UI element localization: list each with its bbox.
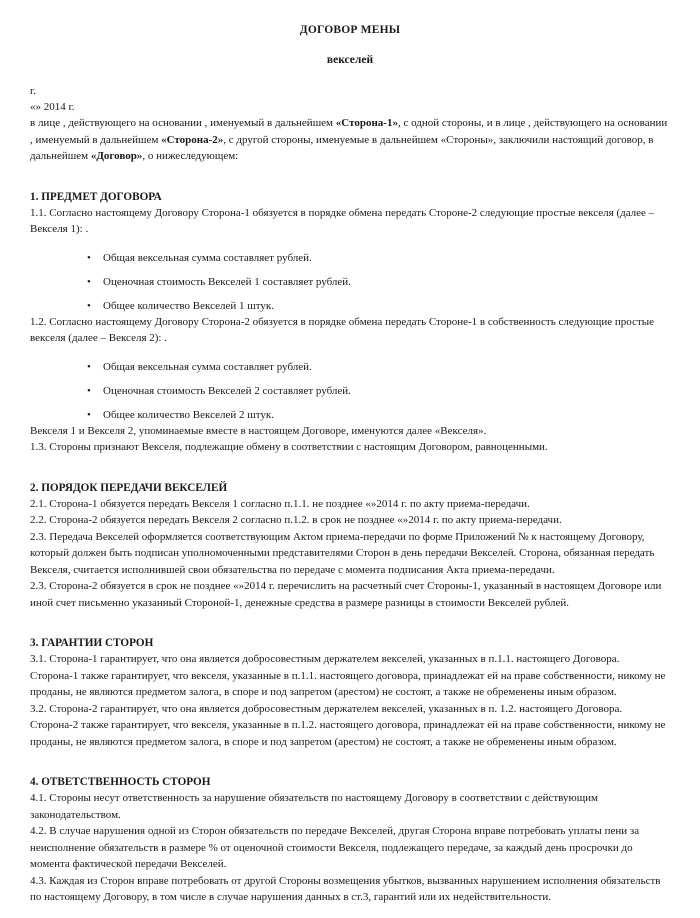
preamble-paragraph (30, 115, 670, 165)
list-item (30, 407, 670, 423)
party-1-label: «Сторона-1» (335, 117, 398, 130)
list-item (30, 359, 670, 375)
bullet-icon: • (87, 251, 91, 264)
bullet-icon: • (87, 360, 91, 373)
bullet-icon: • (87, 384, 91, 397)
date-line: «» 2014 г. (30, 101, 75, 114)
clause-4-2: 4.2. В случае нарушения одной из Сторон обязательств по передаче Векселей, другая Сторона вправе потребовать уплаты пени за неисполнение обязательств в размере % от оценочной стоимости Векселя, подлежащего передаче, за каждый день просрочки до момента фактической передачи Векселей. (30, 825, 640, 871)
section-heading-3: 3. ГАРАНТИИ СТОРОН (30, 637, 154, 650)
clause-1-2: 1.2. Согласно настоящему Договору Сторона-2 обязуется в порядке обмена передать Стороне-1 в собственность следующие простые векселя (далее – Векселя 2): . (30, 315, 655, 345)
bullet-list-vekselya-1 (30, 250, 670, 314)
clause-4-1: 4.1. Стороны несут ответственность за нарушение обязательств по настоящему Договору в соответствии с действующим законодательством. (30, 792, 599, 821)
clause-1-3: 1.3. Стороны признают Векселя, подлежащие обмену в соответствии с настоящим Договором, равноценными. (30, 441, 548, 454)
bullet-icon: • (87, 299, 91, 312)
bullet-icon: • (87, 408, 91, 421)
list-item (30, 383, 670, 399)
preamble-part-1: в лице , действующего на основании , именуемый в дальнейшем (30, 117, 336, 130)
list-item-label: Общее количество Векселей 1 штук. (103, 299, 274, 312)
clause-2-3-b: 2.3. Сторона-2 обязуется в срок не позднее «»2014 г. перечислить на расчетный счет Стороны-1, указанный в настоящем Договоре или иной счет письменно указанный Стороной-1, денежные средства в размере разницы в стоимости Векселей рублей. (30, 580, 662, 609)
list-item-label: Оценочная стоимость Векселей 2 составляет рублей. (103, 384, 351, 397)
clause-2-3-a: 2.3. Передача Векселей оформляется соответствующим Актом приема-передачи по форме Приложений № к настоящему Договору, который должен быть подписан уполномоченными представителями Сторон в день передачи Векселей. Сторона, обязанная передать Векселя, считается исполнившей свои обязательства по передаче с момента подписания Акта приема-передачи. (30, 530, 655, 576)
section-heading-4: 4. ОТВЕТСТВЕННОСТЬ СТОРОН (30, 776, 211, 789)
clause-2-1: 2.1. Сторона-1 обязуется передать Векселя 1 согласно п.1.1. не позднее «»2014 г. по акту приема-передачи. (30, 497, 530, 510)
preamble-part-3: , с другой стороны, именуемые в дальнейшем «Стороны», заключили настоящий договор, в дальнейшем (30, 133, 654, 163)
list-item-label: Оценочная стоимость Векселей 1 составляет рублей. (103, 275, 351, 288)
party-2-label: «Сторона-2» (161, 133, 224, 146)
bullet-list-vekselya-2 (30, 359, 670, 423)
document-meta (30, 83, 670, 115)
clause-2-2: 2.2. Сторона-2 обязуется передать Векселя 2 согласно п.1.2. в срок не позднее «»2014 г. по акту приема-передачи. (30, 514, 562, 527)
preamble-part-4: , о нижеследующем: (142, 150, 239, 163)
section-heading-1: 1. ПРЕДМЕТ ДОГОВОРА (30, 190, 162, 203)
list-item (30, 274, 670, 290)
clause-1-1: 1.1. Согласно настоящему Договору Сторона-1 обязуется в порядке обмена передать Стороне-2 следующие простые векселя (далее – Векселя 1): . (30, 206, 655, 236)
list-item-label: Общая вексельная сумма составляет рублей. (103, 251, 312, 264)
list-item-label: Общее количество Векселей 2 штук. (103, 408, 274, 421)
clause-4-3: 4.3. Каждая из Сторон вправе потребовать от другой Стороны возмещения убытков, вызванных нарушением исполнения обязательств по настоящему Договору, в том числе в случае нарушения данных в ст.3, гарантий или их недействительности. (30, 874, 661, 904)
list-item (30, 298, 670, 314)
document-title: ДОГОВОР МЕНЫ (299, 24, 401, 36)
clause-3-1: 3.1. Сторона-1 гарантирует, что она является добросовестным держателем векселей, указанных в п.1.1. настоящего Договора. Сторона-1 также гарантирует, что векселя, указанные в п.1.1. настоящего договора, принадлежат ей на праве собственности, никому не проданы, не являются предметом залога, в споре и под запретом (арестом) не состоят, а также не обременены иным образом. (30, 653, 666, 699)
preamble-part-2: , с одной стороны, и в лице , действующего на основании , именуемый в дальнейшем (30, 117, 668, 146)
list-item-label: Общая вексельная сумма составляет рублей. (103, 360, 312, 373)
section-heading-2: 2. ПОРЯДОК ПЕРЕДАЧИ ВЕКСЕЛЕЙ (30, 481, 228, 494)
clause-3-2: 3.2. Сторона-2 гарантирует, что она является добросовестным держателем векселей, указанных в п. 1.2. настоящего Договора. Сторона-2 также гарантирует, что векселя, указанные в п.1.2. настоящего договора, принадлежат ей на праве собственности, никому не проданы, не являются предметом залога, в споре и под запретом (арестом) не состоят, а также не обременены иным образом. (30, 702, 666, 748)
contract-label: «Договор» (90, 150, 143, 163)
document-subtitle: векселей (326, 53, 374, 66)
bullet-icon: • (87, 275, 91, 288)
clause-vekselya-definition: Векселя 1 и Векселя 2, упоминаемые вместе в настоящем Договоре, именуются далее «Векселя». (30, 424, 487, 437)
place-line: г. (30, 85, 37, 98)
list-item (30, 250, 670, 266)
